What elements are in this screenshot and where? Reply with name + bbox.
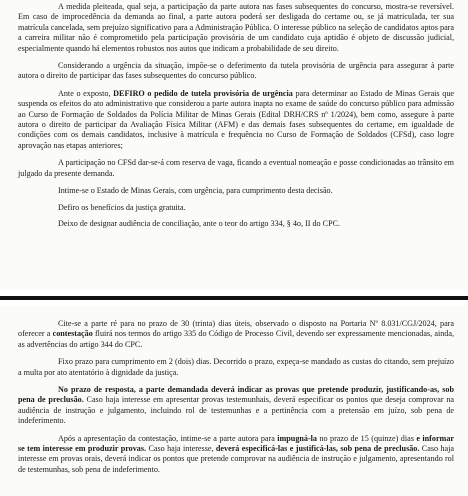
defendant-evidence-bold: No prazo de resposta, a parte demandada deverá indicar as provas que pretende produzir, justificando-as, sob pena de preclusão. [18,385,454,405]
reply-term: no prazo de 15 (quinze) dias [317,433,417,443]
paragraph-decision [18,89,454,151]
decision-intro: Ante o exposto, [58,88,114,98]
citation-bold: contestação [52,329,93,339]
decision-bold: DEFIRO o pedido de tutela provisória de urgência [113,88,293,98]
paragraph-conciliation: Deixo de designar audiência de conciliação, ante o teor do artigo 334, § 4o, II do CPC. [58,218,341,228]
paragraph-free-justice: Defiro os benefícios da justiça gratuita. [58,202,186,212]
paragraph-reserve: A participação no CFSd dar-se-á com reserva de vaga, ficando a eventual nomeação e posse condicionadas ao trânsito em julgado da presente demanda. [18,158,454,178]
reply-intro: Após a apresentação da contestação, intime-se a parte autora para [58,433,278,443]
reply-specify-bold: deverá especificá-las e justificá-las, sob pena de preclusão. [215,444,420,454]
paragraph-plaintiff-reply [18,434,454,476]
reply-interest: Caso haja interesse, [146,444,216,454]
reply-oral: Caso haja interesse em provas orais, deverá indicar os pontos que pretende comprovar na audiência de instrução e julgamento, apresentando rol de testemunhas, sob pena de indeferimento. [18,444,454,474]
citation-body: fluirá nos termos do artigo 335 do Código de Processo Civil, devendo ser expressamente mencionadas, ainda, as advertências do artigo 344 do CPC. [18,329,454,349]
decision-body: para determinar ao Estado de Minas Gerais que suspenda os efeitos do ato administrativo que considerou a parte autora inapta no exame de saúde do concurso público para admissão ao Curso de Formação de Soldados da Polícia Militar de Minas Gerais (Edital DRH/CRS nº 1/2024), bem como, assegure à parte autora o direito de participar da Avaliação Física Militar (AFM) e das demais fases subsequentes do certame, em igualdade de condições com os demais candidatos, inclusive à matrícula e frequência no Curso de Formação de Soldados (CFSd), caso logre aprovação nas etapas anteriores; [18,88,454,150]
paragraph-reversibility: A medida pleiteada, qual seja, a participação da parte autora nas fases subsequentes do concurso, mostra-se reversível. Em caso de improcedência da demanda ao final, a parte autora poderá ser desligada do certame ou, se já matriculada, ter sua matrícula cancelada, sem prejuízo significativo para a Administração Pública. O interesse público na seleção de candidatos aptos para a carreira militar não é comprometido pela participação provisória de um candidato cuja aptidão é objeto de discussão judicial, especialmente quando há elementos robustos nos autos que indicam a probabilidade de seu direito. [18,2,454,53]
paragraph-citation [18,319,454,350]
citation-intro: Cite-se a parte ré para no prazo de 30 (trinta) dias úteis, observado o disposto na Portaria Nº 8.031/CGJ/2024, para oferecer a [18,319,454,339]
reply-inform-bold: e informar se tem interesse em produzir provas. [18,433,454,454]
paragraph-urgency: Considerando a urgência da situação, impõe-se o deferimento da tutela provisória de urgência para assegurar à parte autora o direito de participar das fases subsequentes do concurso público. [18,61,454,81]
page-divider [0,296,468,300]
document-page-bottom [0,305,468,496]
defendant-evidence-body: Caso haja interesse em apresentar provas testemunhais, deverá especificar os pontos que deseja comprovar na audiência de instrução e julgamento, incluindo rol de testemunhas e a pertinência com a pretensão em juízo, sob pena de indeferimento. [18,395,455,426]
paragraph-defendant-evidence [18,385,454,427]
reply-impugn-bold: impugná-la [277,433,317,443]
document-body-bottom [18,319,454,482]
document-body-top [18,2,454,235]
paragraph-deadline: Fixo prazo para cumprimento em 2 (dois) dias. Decorrido o prazo, expeça-se mandado as custas do citando, sem prejuízo a multa por ato atentatório à dignidade da justiça. [18,357,454,377]
paragraph-intimation: Intime-se o Estado de Minas Gerais, com urgência, para cumprimento desta decisão. [58,186,333,196]
